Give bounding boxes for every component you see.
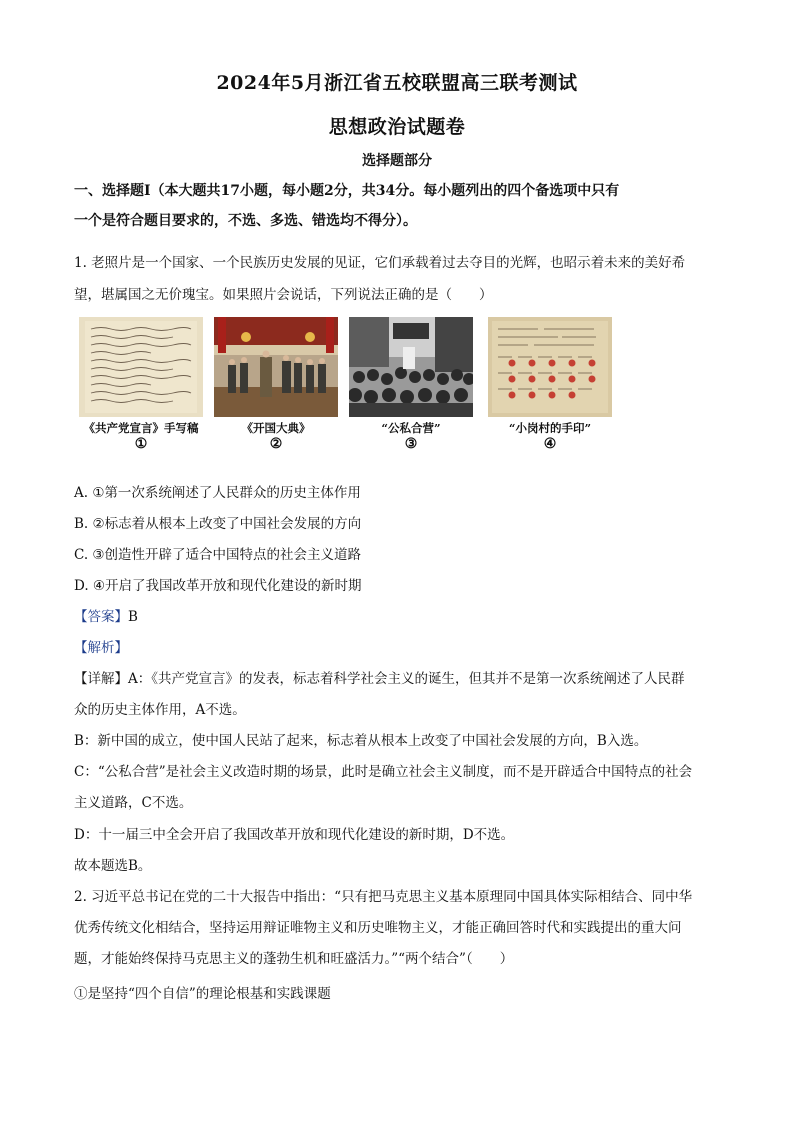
q1-detail-line2: 众的历史主体作用，A不选。 xyxy=(74,702,246,718)
answer-label: 【答案】 xyxy=(74,609,128,625)
section-part-title: 选择题部分 xyxy=(362,153,432,169)
fingerprint-document-photo xyxy=(488,317,612,417)
photo-caption-1: 《共产党宣言》手写稿 xyxy=(83,421,199,435)
q1-detail-line3: B：新中国的成立，使中国人民站了起来，标志着从根本上改变了中国社会发展的方向，B入选。 xyxy=(74,733,648,749)
section-instruction-line2: 一个是符合题目要求的，不选、多选、错选均不得分）。 xyxy=(74,213,417,229)
exam-subtitle: 思想政治试题卷 xyxy=(328,116,466,138)
detail-label: 【详解】 xyxy=(74,671,128,687)
photo-number-1: ① xyxy=(134,436,148,452)
q2-option-1: ①是坚持“四个自信”的理论根基和实践课题 xyxy=(74,986,331,1002)
q1-detail-line5: 主义道路，C不选。 xyxy=(74,795,193,811)
exam-title: 2024年5月浙江省五校联盟高三联考测试 xyxy=(216,72,578,94)
photo-caption-2: 《开国大典》 xyxy=(241,421,311,435)
crowd-photo xyxy=(349,317,473,417)
q1-stem-line2: 望，堪属国之无价瑰宝。如果照片会说话，下列说法正确的是（ ） xyxy=(74,287,493,303)
q1-option-a: A. ①第一次系统阐述了人民群众的历史主体作用 xyxy=(74,485,361,501)
photo-caption-4: “小岗村的手印” xyxy=(508,421,592,435)
q1-option-b: B. ②标志着从根本上改变了中国社会发展的方向 xyxy=(74,516,362,532)
answer-value: B xyxy=(128,609,138,625)
founding-ceremony-painting xyxy=(214,317,338,417)
q1-conclusion: 故本题选B。 xyxy=(74,858,152,874)
section-instruction-line1: 一、选择题Ⅰ（本大题共17小题，每小题2分，共34分。每小题列出的四个备选项中只有 xyxy=(74,183,620,199)
q1-stem-line1: 1. 老照片是一个国家、一个民族历史发展的见证，它们承载着过去夺目的光辉，也昭示着未来的美好希 xyxy=(74,255,686,271)
photo-number-2: ② xyxy=(269,436,283,452)
detail-text-1: A：《共产党宣言》的发表，标志着科学社会主义的诞生，但其并不是第一次系统阐述了人民群 xyxy=(128,671,685,687)
q1-analysis-label xyxy=(74,639,734,657)
q1-detail-line4: C：“公私合营”是社会主义改造时期的场景，此时是确立社会主义制度，而不是开辟适合中国特点的社会 xyxy=(74,764,693,780)
q2-stem-line2: 优秀传统文化相结合，坚持运用辩证唯物主义和历史唯物主义，才能正确回答时代和实践提出的重大问 xyxy=(74,920,682,936)
manuscript-photo xyxy=(79,317,203,417)
q1-option-c: C. ③创造性开辟了适合中国特点的社会主义道路 xyxy=(74,547,362,563)
photo-caption-3: “公私合营” xyxy=(381,421,441,435)
q2-stem-line1: 2. 习近平总书记在党的二十大报告中指出：“只有把马克思主义基本原理同中国具体实际相结合、同中华 xyxy=(74,889,693,905)
q2-stem-line3: 题，才能始终保持马克思主义的蓬勃生机和旺盛活力。”“两个结合”（ ） xyxy=(74,951,514,967)
q1-answer xyxy=(74,608,734,626)
analysis-label: 【解析】 xyxy=(74,640,128,656)
q1-detail-line6: D：十一届三中全会开启了我国改革开放和现代化建设的新时期，D不选。 xyxy=(74,827,515,843)
q1-detail-line1 xyxy=(74,670,734,688)
photo-number-4: ④ xyxy=(543,436,557,452)
photo-number-3: ③ xyxy=(404,436,418,452)
q1-option-d: D. ④开启了我国改革开放和现代化建设的新时期 xyxy=(74,578,362,594)
